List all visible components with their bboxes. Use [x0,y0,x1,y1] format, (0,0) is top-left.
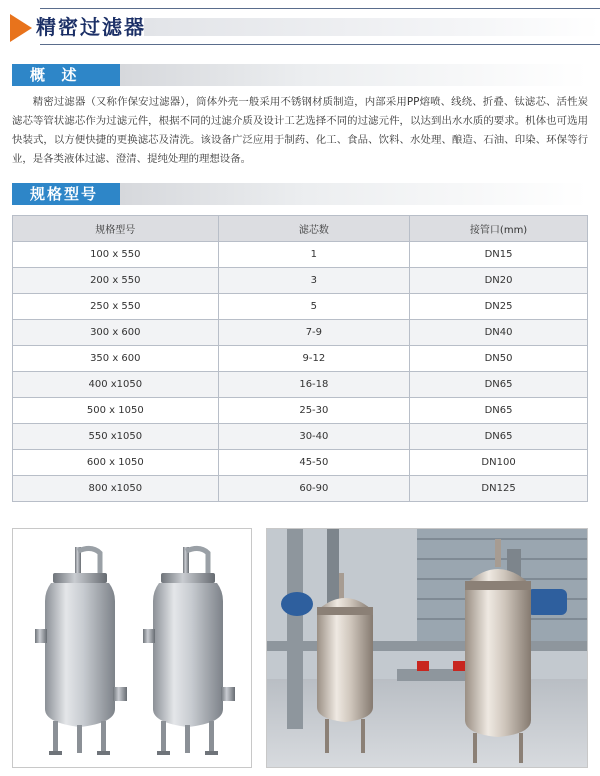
table-row [13,242,588,268]
specs-section-bar [12,183,588,205]
cell-cartridges: 3 [218,268,410,294]
column-header-cartridges: 滤芯数 [218,216,410,242]
cell-cartridges: 30-40 [218,424,410,450]
column-header-model: 规格型号 [13,216,219,242]
title-band [144,18,600,36]
cell-pipe: DN25 [410,294,588,320]
arrow-icon [10,14,32,42]
table-row [13,320,588,346]
cell-pipe: DN65 [410,372,588,398]
cell-model: 200 x 550 [13,268,219,294]
cell-model: 350 x 600 [13,346,219,372]
page-header [0,0,600,56]
table-row [13,268,588,294]
cell-pipe: DN20 [410,268,588,294]
cell-model: 100 x 550 [13,242,219,268]
overview-text: 精密过滤器（又称作保安过滤器），筒体外壳一般采用不锈钢材质制造，内部采用PP熔喷、线绕、折叠、钛滤芯、活性炭滤芯等管状滤芯作为过滤元件，根据不同的过滤介质及设计工艺选择不同的过滤元件，以达到出水水质的要求。机体也可选用快装式，以方便快捷的更换滤芯及清洗。该设备广泛应用于制药、化工、食品、饮料、水处理、酿造、石油、印染、环保等行业，是各类液体过滤、澄清、提纯处理的理想设备。 [12,96,588,165]
page-title: 精密过滤器 [36,15,146,39]
cell-model: 550 x1050 [13,424,219,450]
cell-cartridges: 5 [218,294,410,320]
cell-cartridges: 9-12 [218,346,410,372]
cell-model: 500 x 1050 [13,398,219,424]
cell-cartridges: 25-30 [218,398,410,424]
table-row [13,294,588,320]
header-rule-bottom [40,44,600,45]
overview-section-bar [12,64,588,86]
cell-cartridges: 45-50 [218,450,410,476]
cell-pipe: DN50 [410,346,588,372]
cell-pipe: DN125 [410,476,588,502]
table-row [13,476,588,502]
cell-pipe: DN15 [410,242,588,268]
table-header-row [13,216,588,242]
header-rule-top [40,8,600,9]
installation-illustration [267,529,588,768]
cell-model: 400 x1050 [13,372,219,398]
column-header-pipe: 接管口(mm) [410,216,588,242]
overview-heading: 概 述 [12,64,120,86]
cell-pipe: DN65 [410,398,588,424]
cell-model: 800 x1050 [13,476,219,502]
cell-cartridges: 16-18 [218,372,410,398]
table-row [13,424,588,450]
specs-heading: 规格型号 [12,183,120,205]
cell-model: 300 x 600 [13,320,219,346]
cell-cartridges: 60-90 [218,476,410,502]
cell-model: 600 x 1050 [13,450,219,476]
cell-cartridges: 7-9 [218,320,410,346]
cell-pipe: DN100 [410,450,588,476]
table-row [13,372,588,398]
cell-model: 250 x 550 [13,294,219,320]
installation-photo [266,528,588,768]
filter-housing-illustration [13,529,252,768]
cell-pipe: DN40 [410,320,588,346]
cell-cartridges: 1 [218,242,410,268]
spec-table [12,215,588,502]
table-row [13,398,588,424]
cell-pipe: DN65 [410,424,588,450]
filter-housing-photo [12,528,252,768]
table-row [13,450,588,476]
table-row [13,346,588,372]
